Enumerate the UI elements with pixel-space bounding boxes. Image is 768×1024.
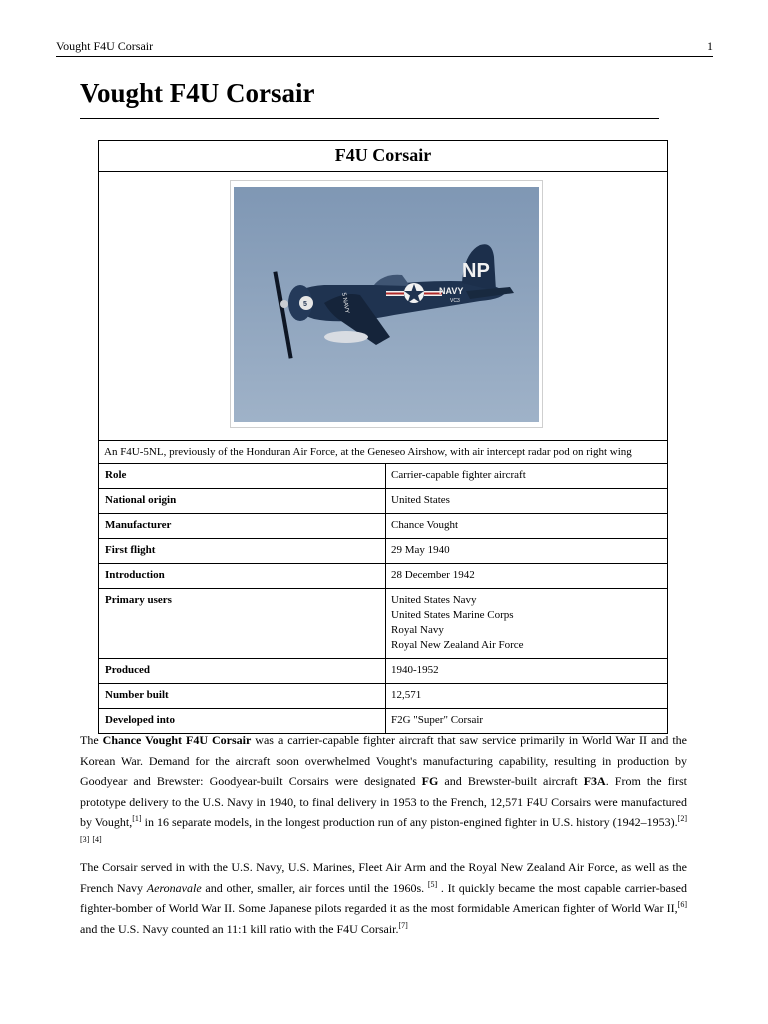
infobox	[98, 140, 668, 734]
p1-bold-f3a: F3A	[583, 774, 606, 788]
paragraph-1	[80, 730, 687, 853]
citation-ref[interactable]: [5]	[427, 879, 438, 889]
p2-text: and the U.S. Navy counted an 11:1 kill ratio with the F4U Corsair.	[80, 921, 399, 936]
specs-row-value	[386, 589, 668, 659]
infobox-title: F4U Corsair	[99, 141, 667, 172]
specs-row	[99, 539, 667, 564]
navy-marking: NAVY	[439, 286, 464, 296]
specs-row-value	[386, 659, 668, 684]
specs-row-value	[386, 539, 668, 564]
specs-row	[99, 564, 667, 589]
specs-row-label: Produced	[99, 659, 386, 684]
nose-number-marking: 5	[303, 301, 307, 308]
citation-ref[interactable]: [4]	[92, 834, 102, 844]
aircraft-photo	[234, 187, 539, 422]
specs-row	[99, 589, 667, 659]
specs-row-label: National origin	[99, 489, 386, 514]
specs-value-line: 1940-1952	[391, 664, 439, 676]
cowl-marking: 5 NAVY	[340, 292, 350, 314]
specs-row-label: Number built	[99, 684, 386, 709]
specs-row	[99, 489, 667, 514]
specs-row-label: Manufacturer	[99, 514, 386, 539]
p1-bold-name: Chance Vought F4U Corsair	[102, 733, 252, 747]
specs-row-label: First flight	[99, 539, 386, 564]
tail-code-marking: NP	[462, 260, 490, 282]
running-header	[56, 38, 713, 57]
specs-row-value	[386, 464, 668, 489]
specs-row-label: Primary users	[99, 589, 386, 659]
specs-value-line: F2G "Super" Corsair	[391, 714, 484, 726]
specs-row	[99, 659, 667, 684]
p1-text: . From the first prototype delivery to the U.S. Navy in 1940, to final delivery in 1953 to the French, 12,571 F4U Corsairs were manufactured by Vought,	[80, 774, 687, 829]
p1-text: The	[80, 733, 103, 747]
specs-row-label: Role	[99, 464, 386, 489]
citation-ref[interactable]: [7]	[398, 920, 408, 930]
specs-value-line: Carrier-capable fighter aircraft	[391, 469, 526, 481]
p1-text: in 16 separate models, in the longest production run of any piston-engined fighter in U.S. history (1942–1953).	[141, 815, 678, 829]
article-body	[80, 730, 687, 943]
p2-text: and other, smaller, air forces until the 1960s.	[201, 880, 428, 895]
photo-frame	[230, 180, 543, 428]
paragraph-2	[80, 857, 687, 939]
page-title: Vought F4U Corsair	[80, 78, 315, 108]
p1-text: was a carrier-capable fighter aircraft that saw service primarily in World War II and the Korean War. Demand for the aircraft soon overwhelmed Vought's manufacturing capability, resulting in production by Goodyear and Brewster: Goodyear-built Corsairs were designated	[80, 733, 688, 788]
specs-value-line: 29 May 1940	[391, 544, 450, 556]
specs-row	[99, 514, 667, 539]
p1-text: and Brewster-built aircraft	[438, 774, 584, 788]
specs-row-label: Introduction	[99, 564, 386, 589]
p2-italic-aeronavale: Aeronavale	[146, 880, 202, 895]
citation-ref[interactable]: [3]	[80, 834, 90, 844]
citation-ref[interactable]: [6]	[677, 900, 687, 909]
specs-row-label: Developed into	[99, 709, 386, 734]
specs-value-line: United States	[391, 494, 450, 506]
title-rule	[80, 118, 659, 119]
citation-ref[interactable]: [1]	[132, 814, 142, 823]
running-header-title: Vought F4U Corsair	[56, 39, 154, 53]
page-number: 1	[707, 39, 713, 53]
specs-value-line: 28 December 1942	[391, 569, 475, 581]
p2-text: The Corsair served in with the U.S. Navy, U.S. Marines, Fleet Air Arm and the Royal New Zealand Air Force, as well as the French Navy	[80, 860, 687, 895]
specs-row	[99, 464, 667, 489]
specs-value-line: Royal New Zealand Air Force	[391, 639, 524, 651]
infobox-image-cell	[99, 172, 667, 441]
specs-row-value	[386, 684, 668, 709]
specs-row-value	[386, 514, 668, 539]
p2-text: . It quickly became the most capable carrier-based fighter-bomber of World War II. Some Japanese pilots regarded it as the most formidable American fighter of World War II,	[80, 880, 687, 915]
specs-row	[99, 684, 667, 709]
image-caption: An F4U-5NL, previously of the Honduran Air Force, at the Geneseo Airshow, with air intercept radar pod on right wing	[99, 441, 667, 464]
specs-value-line: Chance Vought	[391, 519, 459, 531]
specs-value-line: United States Marine Corps	[391, 609, 514, 621]
p1-bold-fg: FG	[421, 774, 439, 788]
citation-ref[interactable]: [2]	[677, 814, 687, 823]
specs-row-value	[386, 489, 668, 514]
specs-value-line: Royal Navy	[391, 624, 444, 636]
specs-table	[99, 464, 667, 733]
specs-row-value	[386, 564, 668, 589]
specs-value-line: 12,571	[391, 689, 422, 701]
unit-code-marking: VC3	[450, 298, 460, 304]
specs-value-line: United States Navy	[391, 594, 477, 606]
